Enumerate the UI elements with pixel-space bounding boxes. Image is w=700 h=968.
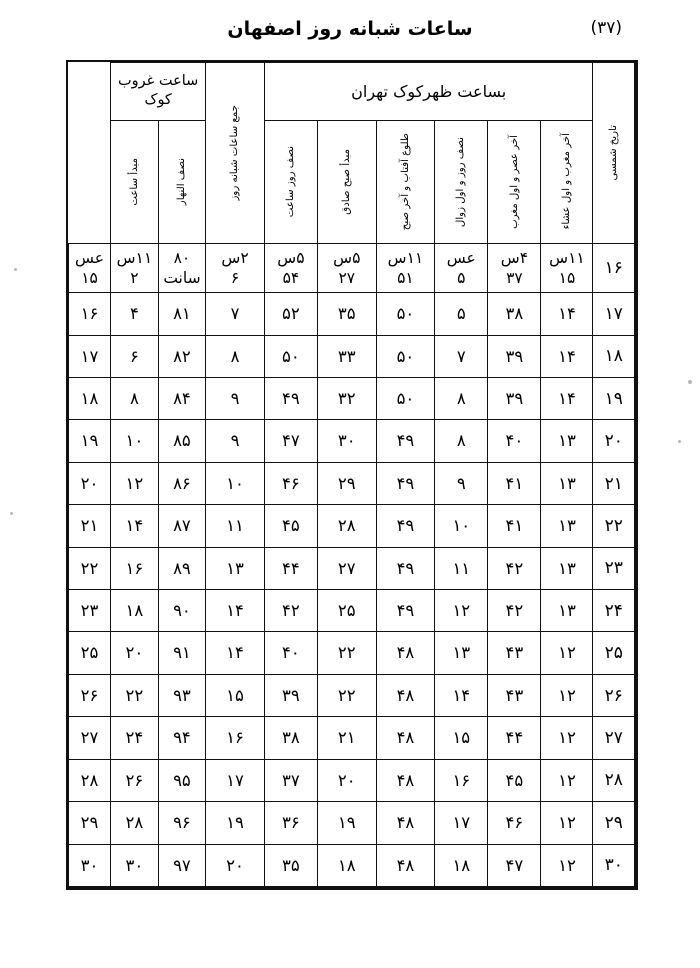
row-value-cell: ۱۶ [69,293,111,335]
row-value-cell: ۱۴ [541,293,593,335]
row-value-cell: ۹۶ [158,802,206,844]
cell-line: ۱۱س [549,248,585,267]
table-row [69,844,636,887]
row-value-cell: ۴۰ [264,632,317,674]
row-value-cell: ۸۶ [158,462,206,504]
row-value-cell: ۲۵ [317,590,376,632]
page-header [0,18,700,50]
cell-line: ۲ [130,268,139,287]
row-value-cell: ۴۱ [488,505,541,547]
cell-line: ۱۱س [387,248,424,267]
cell-line: ۲۷ [338,268,356,287]
row-value-cell: ۸۲ [158,335,206,377]
row-value-cell: ۷ [435,335,488,377]
row-value-cell: ۴۲ [488,547,541,589]
column-header-0 [111,120,159,243]
page-speck [14,268,17,271]
row-value-cell: ۴۶ [488,802,541,844]
row-value-cell: ۲۶ [69,674,111,716]
cell-line: ۳۷ [506,268,523,287]
row-value-cell: ۱۳ [541,590,593,632]
row-value-cell: ۲۰ [69,462,111,504]
group-header-noon-label: بساعت ظهرکوک تهران [351,81,507,101]
table-column-header-row [69,120,636,243]
row-value-cell: ۵۰ [376,335,435,377]
row-date-cell: ۲۷ [593,717,635,759]
row-value-cell: ۱۷ [435,802,488,844]
row-value-cell: ۱۳ [206,547,265,589]
row-value-cell: ۳۹ [488,335,541,377]
row-value-cell: ۴۰ [488,420,541,462]
row-value-cell: ۱۳ [541,547,593,589]
column-header-6-label: آخر عصر و اول مغرب [508,134,520,229]
row-value-cell: ۲۲ [111,674,159,716]
row-value-cell: ۲۲ [317,674,376,716]
table [68,62,636,888]
row-value-cell: ۳۲ [317,378,376,420]
row-value-cell: ۴۵ [264,505,317,547]
row-value-cell: ۱۲ [435,590,488,632]
row-value-cell: ۹ [206,420,265,462]
row-value-cell: ۳۸ [488,293,541,335]
column-header-4-label: طلوع آفتاب و آخر صبح [399,133,411,231]
row-value-cell: ۴۶ [264,462,317,504]
page-speck [688,380,692,384]
row-value-cell: ۸۱ [158,293,206,335]
row-value-cell: ۵۰ [376,378,435,420]
row-value-cell [264,243,317,292]
row-value-cell: ۱۵ [435,717,488,759]
row-value-cell: ۴۹ [376,420,435,462]
row-value-cell: ۱۳ [541,505,593,547]
row-value-cell: ۹۴ [158,717,206,759]
row-value-cell: ۱۱ [206,505,265,547]
row-value-cell: ۵ [435,293,488,335]
cell-line: ۶ [230,268,240,287]
row-date-cell: ۲۶ [593,674,635,716]
column-header-0-label: مبدأ ساعت [128,157,140,206]
row-value-cell: ۱۱ [435,547,488,589]
page-number: (۳۷) [590,18,622,38]
row-value-cell: ۴۸ [376,802,435,844]
row-value-cell: ۸۵ [158,420,206,462]
group-header-sum [206,63,265,244]
table-group-header-row [69,63,636,121]
row-date-cell: ۱۶ [593,243,635,292]
row-value-cell: ۴۸ [376,759,435,801]
row-value-cell: ۴۹ [376,590,435,632]
row-value-cell: ۳۸ [264,717,317,759]
column-header-3 [317,120,376,243]
row-date-cell: ۲۱ [593,462,635,504]
column-header-1 [158,120,206,243]
row-value-cell: ۱۲ [541,844,593,887]
row-value-cell: ۹۰ [158,590,206,632]
row-date-cell: ۳۰ [593,844,635,887]
row-value-cell: ۹۵ [158,759,206,801]
row-value-cell: ۹۱ [158,632,206,674]
cell-line: عس [446,248,476,267]
column-header-2 [264,120,317,243]
column-header-6 [488,120,541,243]
row-value-cell: ۸ [206,335,265,377]
row-date-cell: ۱۷ [593,293,635,335]
row-value-cell: ۱۸ [435,844,488,887]
row-value-cell: ۲۶ [111,759,159,801]
row-value-cell: ۱۹ [69,420,111,462]
row-value-cell: ۱۵ [206,674,265,716]
group-header-sunset-label-2: کوک [144,92,172,109]
row-value-cell: ۲۱ [69,505,111,547]
row-value-cell: ۳۹ [488,378,541,420]
row-value-cell: ۱۹ [206,802,265,844]
row-value-cell: ۱۶ [206,717,265,759]
table-row [69,293,636,335]
row-value-cell: ۲۱ [317,717,376,759]
row-value-cell: ۲۰ [111,632,159,674]
table-row [69,802,636,844]
row-date-cell: ۲۹ [593,802,635,844]
row-value-cell: ۱۷ [206,759,265,801]
row-value-cell: ۴۲ [488,590,541,632]
row-value-cell: ۱۶ [435,759,488,801]
cell-line: ۱۵ [558,268,576,287]
cell-line: ۴س [500,248,529,267]
row-value-cell: ۴۲ [264,590,317,632]
row-value-cell: ۱۶ [111,547,159,589]
row-value-cell: ۱۴ [435,674,488,716]
row-value-cell: ۴۵ [488,759,541,801]
column-header-3-label: مبدأ صبح صادق [340,148,352,215]
row-value-cell: ۳۰ [317,420,376,462]
row-value-cell: ۴۴ [264,547,317,589]
row-value-cell: ۸۹ [158,547,206,589]
row-value-cell: ۲۲ [317,632,376,674]
row-value-cell: ۹۳ [158,674,206,716]
row-value-cell: ۶ [111,335,159,377]
row-value-cell: ۴۹ [376,505,435,547]
row-value-cell: ۸۷ [158,505,206,547]
row-value-cell [206,243,265,292]
row-value-cell [435,243,488,292]
row-value-cell: ۲۲ [69,547,111,589]
group-header-noon [264,63,593,121]
row-value-cell: ۴۳ [488,632,541,674]
row-value-cell: ۲۸ [69,759,111,801]
group-header-sum-label: جمع ساعات شبانه روز [229,105,241,201]
row-value-cell: ۳۹ [264,674,317,716]
table-row [69,547,636,589]
column-header-4 [376,120,435,243]
row-value-cell: ۱۰ [435,505,488,547]
column-header-5-label: نصف روز و اول زوال [455,136,467,227]
row-date-cell: ۲۲ [593,505,635,547]
row-value-cell: ۴۷ [264,420,317,462]
row-value-cell: ۱۹ [317,802,376,844]
row-value-cell: ۱۳ [541,420,593,462]
row-date-cell: ۲۳ [593,547,635,589]
row-value-cell: ۲۴ [111,717,159,759]
row-value-cell: ۳۰ [69,844,111,887]
cell-line: ۱۵ [81,268,98,287]
row-date-cell: ۲۵ [593,632,635,674]
column-header-7-label: آخر مغرب و اول عشاء [561,133,573,230]
row-value-cell: ۲۵ [69,632,111,674]
row-value-cell: ۱۳ [541,462,593,504]
table-row [69,674,636,716]
row-value-cell: ۴۷ [488,844,541,887]
row-value-cell: ۹۷ [158,844,206,887]
row-value-cell: ۵۲ [264,293,317,335]
row-value-cell: ۱۴ [541,378,593,420]
row-value-cell: ۲۷ [317,547,376,589]
row-value-cell [376,243,435,292]
row-value-cell: ۵۰ [264,335,317,377]
row-value-cell: ۲۹ [317,462,376,504]
table-row [69,335,636,377]
table-row [69,505,636,547]
page-speck [10,512,13,515]
row-value-cell: ۴۸ [376,844,435,887]
row-value-cell: ۲۰ [206,844,265,887]
row-value-cell: ۱۲ [541,632,593,674]
row-value-cell: ۸ [111,378,159,420]
row-value-cell: ۱۲ [111,462,159,504]
row-value-cell: ۱۲ [541,802,593,844]
column-header-5 [435,120,488,243]
column-header-1-label: نصف النهار [176,158,188,206]
table-row [69,243,636,292]
row-value-cell: ۱۴ [206,590,265,632]
row-value-cell: ۴۹ [376,462,435,504]
table-row [69,420,636,462]
row-value-cell: ۴۴ [488,717,541,759]
row-value-cell: ۲۸ [111,802,159,844]
page-speck [678,440,681,443]
row-value-cell: ۱۷ [69,335,111,377]
row-value-cell: ۴۸ [376,674,435,716]
row-value-cell: ۱۴ [206,632,265,674]
row-value-cell: ۴۸ [376,717,435,759]
row-value-cell: ۲۰ [317,759,376,801]
row-value-cell [317,243,376,292]
row-value-cell: ۱۰ [111,420,159,462]
row-value-cell: ۱۲ [541,674,593,716]
row-value-cell: ۴۱ [488,462,541,504]
row-value-cell: ۹ [435,462,488,504]
cell-line: عس [75,248,105,267]
row-value-cell: ۱۸ [317,844,376,887]
row-date-cell: ۲۴ [593,590,635,632]
row-value-cell: ۲۹ [69,802,111,844]
row-date-cell: ۱۸ [593,335,635,377]
row-value-cell: ۷ [206,293,265,335]
table-row [69,462,636,504]
row-value-cell: ۳۵ [317,293,376,335]
cell-line: ۲س [221,248,249,267]
row-value-cell: ۱۸ [111,590,159,632]
group-header-date-label: تاریخ شمسی [607,125,619,181]
table-row [69,590,636,632]
row-value-cell: ۸ [435,420,488,462]
row-value-cell: ۱۴ [541,335,593,377]
cell-line: ۱۱س [116,248,153,267]
cell-line: ۵ [457,268,466,287]
row-value-cell: ۱۳ [435,632,488,674]
row-value-cell: ۴۸ [376,632,435,674]
row-value-cell: ۱۸ [69,378,111,420]
row-value-cell: ۸ [435,378,488,420]
cell-line: ۵۱ [397,268,414,287]
column-header-7 [541,120,593,243]
group-header-sunset-label: ساعت غروب [118,72,199,89]
row-value-cell: ۴۳ [488,674,541,716]
row-value-cell: ۳۳ [317,335,376,377]
row-value-cell: ۳۵ [264,844,317,887]
page-title: ساعات شبانه روز اصفهان [227,18,473,40]
row-value-cell [488,243,541,292]
row-value-cell: ۳۰ [111,844,159,887]
cell-line: ۵۴ [282,268,300,287]
row-value-cell [541,243,593,292]
row-value-cell [69,243,111,292]
row-value-cell: ۳۷ [264,759,317,801]
row-value-cell: ۲۳ [69,590,111,632]
row-value-cell [111,243,159,292]
cell-line: ۵س [333,248,361,267]
row-value-cell: ۴ [111,293,159,335]
cell-line: سانت [163,268,201,287]
row-value-cell: ۱۲ [541,717,593,759]
row-value-cell: ۴۹ [264,378,317,420]
row-date-cell: ۲۸ [593,759,635,801]
cell-line: ۸۰ [173,248,191,267]
row-value-cell: ۱۴ [111,505,159,547]
cell-line: ۵س [277,248,305,267]
table-body [69,243,636,887]
table-row [69,632,636,674]
row-value-cell: ۲۷ [69,717,111,759]
group-header-sunset [111,63,206,121]
row-value-cell: ۵۰ [376,293,435,335]
row-value-cell: ۳۶ [264,802,317,844]
row-value-cell: ۸۴ [158,378,206,420]
row-value-cell: ۲۸ [317,505,376,547]
row-value-cell: ۴۹ [376,547,435,589]
row-value-cell: ۱۰ [206,462,265,504]
table-row [69,378,636,420]
row-value-cell [158,243,206,292]
table-row [69,717,636,759]
column-header-2-label: نصف روز ساعت [285,146,297,218]
table-row [69,759,636,801]
group-header-date [593,63,635,244]
row-date-cell: ۲۰ [593,420,635,462]
row-value-cell: ۱۲ [541,759,593,801]
row-date-cell: ۱۹ [593,378,635,420]
astronomical-table [66,60,638,890]
row-value-cell: ۹ [206,378,265,420]
